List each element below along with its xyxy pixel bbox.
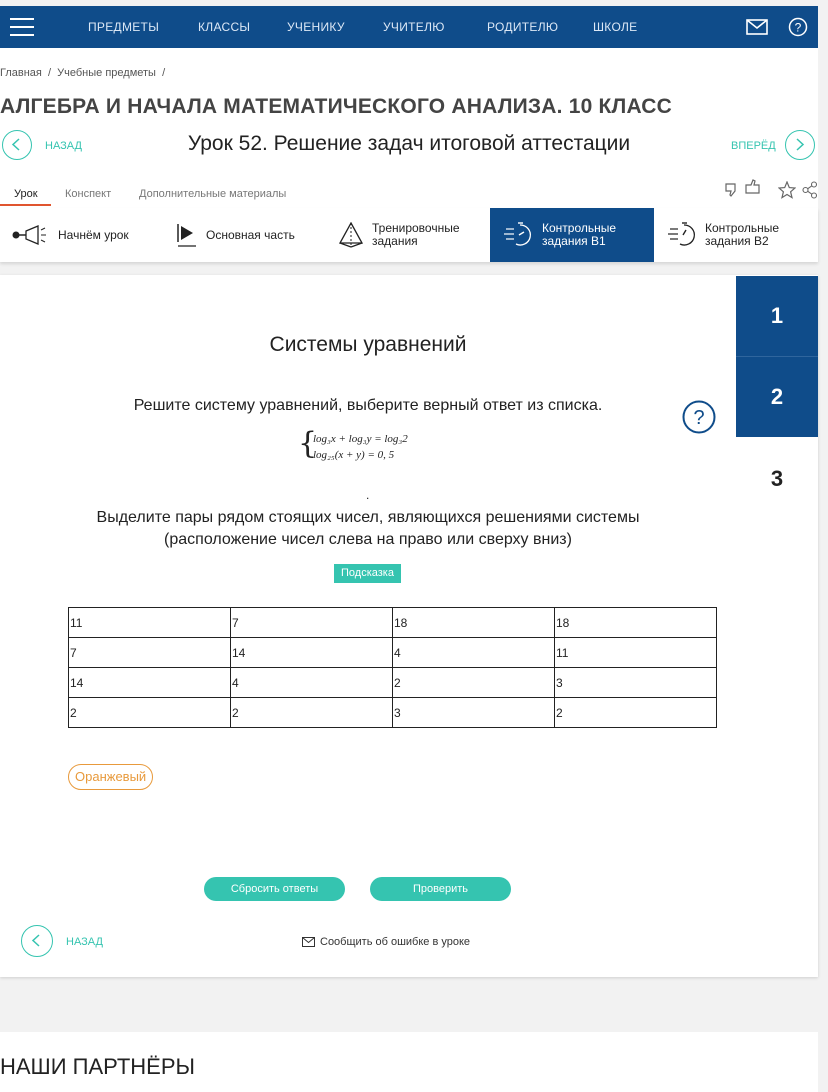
grid-cell[interactable]: 18	[393, 608, 555, 638]
menu-icon[interactable]	[10, 18, 34, 36]
breadcrumb	[0, 67, 165, 79]
breadcrumb-separator: /	[159, 67, 166, 79]
nav-item-parent[interactable]: РОДИТЕЛЮ	[487, 20, 559, 34]
svg-text:?: ?	[693, 407, 705, 429]
table-row	[69, 608, 717, 638]
task-prompt-line1: Выделите пары рядом стоящих чисел, являющихся решениями системы	[96, 509, 640, 526]
nav-item-subjects[interactable]: ПРЕДМЕТЫ	[88, 20, 160, 34]
breadcrumb-separator: /	[44, 67, 55, 79]
grid-cell[interactable]: 7	[231, 608, 393, 638]
color-tag[interactable]: Оранжевый	[68, 764, 153, 790]
help-icon[interactable]	[682, 400, 716, 434]
report-error-link[interactable]: Сообщить об ошибке в уроке	[320, 936, 471, 948]
step-label-line2: задания В2	[705, 234, 769, 248]
task-heading: Системы уравнений	[269, 333, 467, 356]
nav-item-school[interactable]: ШКОЛЕ	[593, 20, 638, 34]
equation-2: log₂₅(x + y) = 0, 5	[313, 449, 395, 461]
nav-item-student[interactable]: УЧЕНИКУ	[287, 20, 345, 34]
timer-icon	[504, 222, 532, 248]
check-button[interactable]: Проверить	[370, 877, 511, 901]
nav-item-classes[interactable]: КЛАССЫ	[198, 20, 251, 34]
lesson-steps-bar	[0, 208, 818, 262]
task-prompt-line2: (расположение чисел слева на право или сверху вниз)	[164, 531, 572, 548]
question-tab-3[interactable]: 3	[770, 466, 784, 491]
step-training-tasks[interactable]	[325, 208, 490, 262]
grid-cell[interactable]: 2	[555, 698, 717, 728]
tab-lesson[interactable]: Урок	[14, 188, 38, 200]
table-row	[69, 698, 717, 728]
megaphone-icon	[12, 225, 48, 245]
envelope-icon	[302, 937, 315, 947]
forward-label[interactable]: ВПЕРЁД	[731, 140, 776, 152]
tab-extra-materials[interactable]: Дополнительные материалы	[139, 188, 287, 200]
envelope-icon[interactable]	[746, 19, 768, 35]
top-navbar	[0, 6, 818, 48]
step-start-lesson[interactable]	[0, 208, 160, 262]
table-row	[69, 668, 717, 698]
grid-cell[interactable]: 2	[69, 698, 231, 728]
lesson-header	[0, 48, 818, 208]
separator-dot: .	[366, 488, 370, 502]
grid-cell[interactable]: 3	[393, 698, 555, 728]
step-label	[542, 222, 616, 248]
reset-answers-button[interactable]: Сбросить ответы	[204, 877, 345, 901]
grid-cell[interactable]: 4	[393, 638, 555, 668]
grid-cell[interactable]: 14	[69, 668, 231, 698]
forward-button[interactable]	[785, 130, 815, 160]
chevron-right-icon	[786, 131, 813, 158]
equation-1: log₃x + log₃y = log₃2	[313, 433, 408, 445]
partners-title: НАШИ ПАРТНЁРЫ	[0, 1054, 195, 1079]
partners-section	[0, 1032, 818, 1092]
footer-back-label[interactable]: НАЗАД	[66, 936, 103, 948]
thumbs-up-icon[interactable]	[744, 178, 762, 194]
question-tab-2[interactable]: 2	[736, 357, 818, 437]
step-label-line1: Контрольные	[705, 221, 780, 235]
star-icon[interactable]	[778, 181, 796, 199]
breadcrumb-subjects[interactable]: Учебные предметы	[57, 67, 156, 79]
question-tab-1[interactable]: 1	[736, 276, 818, 356]
footer-back-button[interactable]	[21, 925, 53, 957]
step-label	[372, 222, 460, 248]
step-label-line2: задания	[372, 234, 418, 248]
timer-icon	[668, 222, 696, 248]
number-grid	[68, 607, 717, 728]
step-label-line2: задания В1	[542, 234, 606, 248]
grid-cell[interactable]: 2	[231, 698, 393, 728]
step-main-part[interactable]	[160, 208, 325, 262]
hint-button[interactable]: Подсказка	[334, 564, 401, 583]
step-label: Начнём урок	[58, 228, 129, 242]
course-title: АЛГЕБРА И НАЧАЛА МАТЕМАТИЧЕСКОГО АНАЛИЗА. 10 КЛАСС	[0, 95, 673, 118]
svg-text:?: ?	[794, 20, 802, 35]
back-label[interactable]: НАЗАД	[45, 140, 82, 152]
task-instruction: Решите систему уравнений, выберите верный ответ из списка.	[133, 397, 603, 414]
active-tab-underline	[0, 204, 51, 206]
step-label-line1: Контрольные	[542, 221, 617, 235]
task-card	[0, 275, 818, 977]
tab-summary[interactable]: Конспект	[65, 188, 112, 200]
step-control-tasks-b1[interactable]	[490, 208, 654, 262]
grid-cell[interactable]: 14	[231, 638, 393, 668]
breadcrumb-home[interactable]: Главная	[0, 67, 42, 79]
step-label	[705, 222, 779, 248]
grid-cell[interactable]: 18	[555, 608, 717, 638]
pyramid-icon	[339, 222, 363, 248]
step-label-line1: Тренировочные	[372, 221, 460, 235]
step-label: Основная часть	[206, 228, 295, 242]
grid-cell[interactable]: 3	[555, 668, 717, 698]
chevron-left-icon	[22, 926, 51, 955]
grid-cell[interactable]: 4	[231, 668, 393, 698]
question-circle-icon[interactable]	[788, 17, 808, 37]
grid-cell[interactable]: 2	[393, 668, 555, 698]
thumbs-down-icon[interactable]	[724, 182, 740, 198]
step-control-tasks-b2[interactable]	[654, 208, 818, 262]
lesson-title: Урок 52. Решение задач итоговой аттестации	[187, 132, 631, 155]
nav-item-teacher[interactable]: УЧИТЕЛЮ	[383, 20, 445, 34]
left-brace: {	[298, 426, 318, 461]
grid-cell[interactable]: 7	[69, 638, 231, 668]
grid-cell[interactable]: 11	[69, 608, 231, 638]
grid-cell[interactable]: 11	[555, 638, 717, 668]
share-icon[interactable]	[802, 181, 818, 199]
table-row	[69, 638, 717, 668]
play-icon	[176, 222, 198, 248]
